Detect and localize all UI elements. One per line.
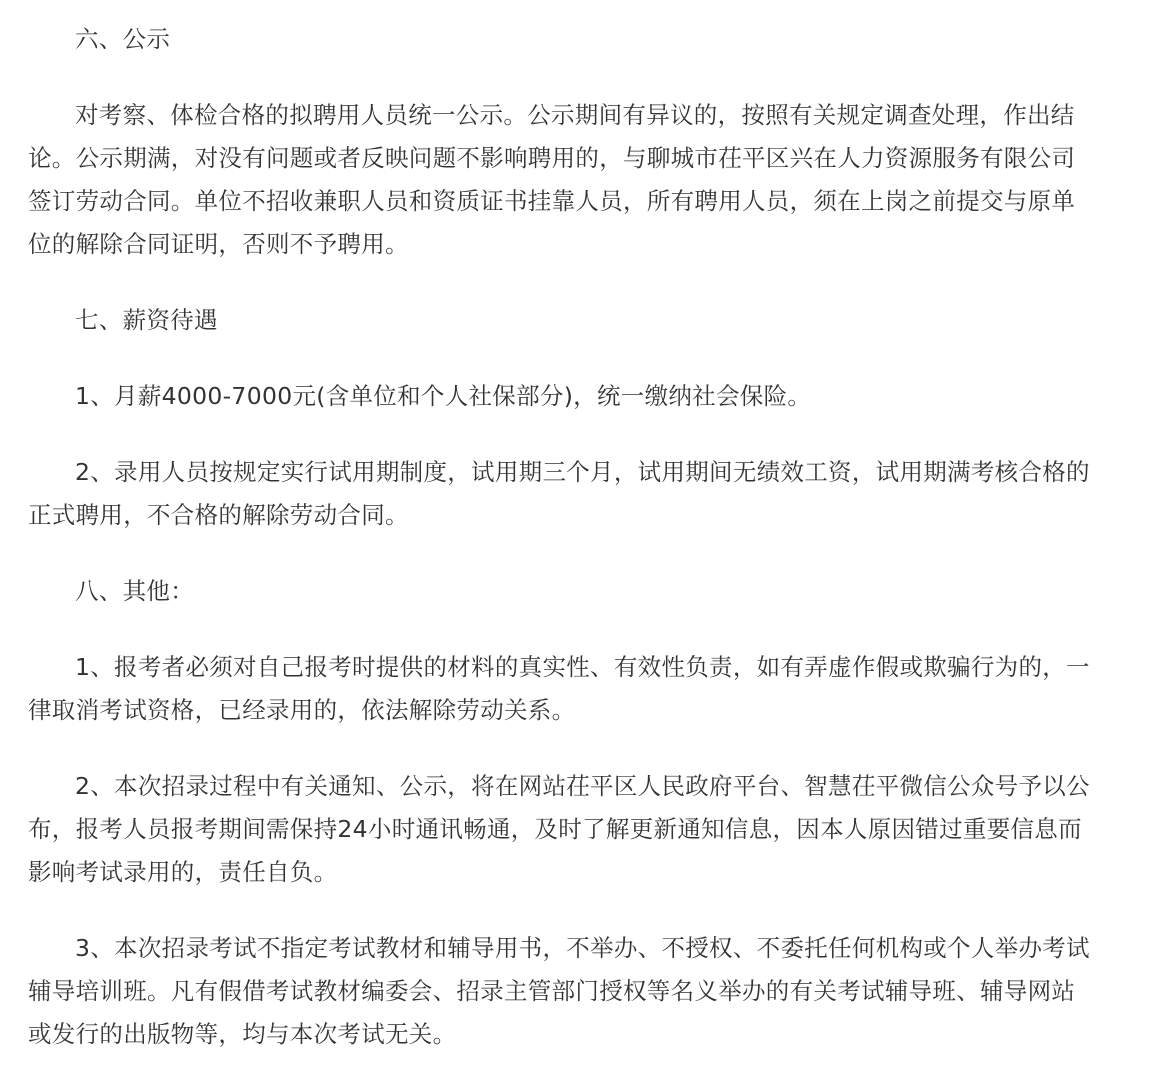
section-heading-publicity: 六、公示 <box>75 25 171 53</box>
paragraph-salary-1: 1、月薪4000-7000元(含单位和个人社保部分)，统一缴纳社会保险。 <box>75 382 812 410</box>
paragraph-other-2: 2、本次招录过程中有关通知、公示，将在网站茌平区人民政府平台、智慧茌平微信公众号予以公布，报考人员报考期间需保持24小时通讯畅通，及时了解更新通知信息，因本人原因错过重要信息而影响考试录用的，责任自负。 <box>28 772 1090 886</box>
section-heading-other: 八、其他： <box>75 577 194 605</box>
paragraph-other-3: 3、本次招录考试不指定考试教材和辅导用书，不举办、不授权、不委托任何机构或个人举办考试辅导培训班。凡有假借考试教材编委会、招录主管部门授权等名义举办的有关考试辅导班、辅导网站或发行的出版物等，均与本次考试无关。 <box>28 934 1090 1048</box>
paragraph-other-1: 1、报考者必须对自己报考时提供的材料的真实性、有效性负责，如有弄虚作假或欺骗行为的，一律取消考试资格，已经录用的，依法解除劳动关系。 <box>28 653 1090 724</box>
paragraph-salary-2: 2、录用人员按规定实行试用期制度，试用期三个月，试用期间无绩效工资，试用期满考核合格的正式聘用，不合格的解除劳动合同。 <box>28 458 1090 529</box>
document-body <box>28 18 1092 1089</box>
paragraph-publicity: 对考察、体检合格的拟聘用人员统一公示。公示期间有异议的，按照有关规定调查处理，作出结论。公示期满，对没有问题或者反映问题不影响聘用的，与聊城市茌平区兴在人力资源服务有限公司签订劳动合同。单位不招收兼职人员和资质证书挂靠人员，所有聘用人员，须在上岗之前提交与原单位的解除合同证明，否则不予聘用。 <box>28 101 1076 258</box>
section-heading-salary: 七、薪资待遇 <box>75 306 218 334</box>
